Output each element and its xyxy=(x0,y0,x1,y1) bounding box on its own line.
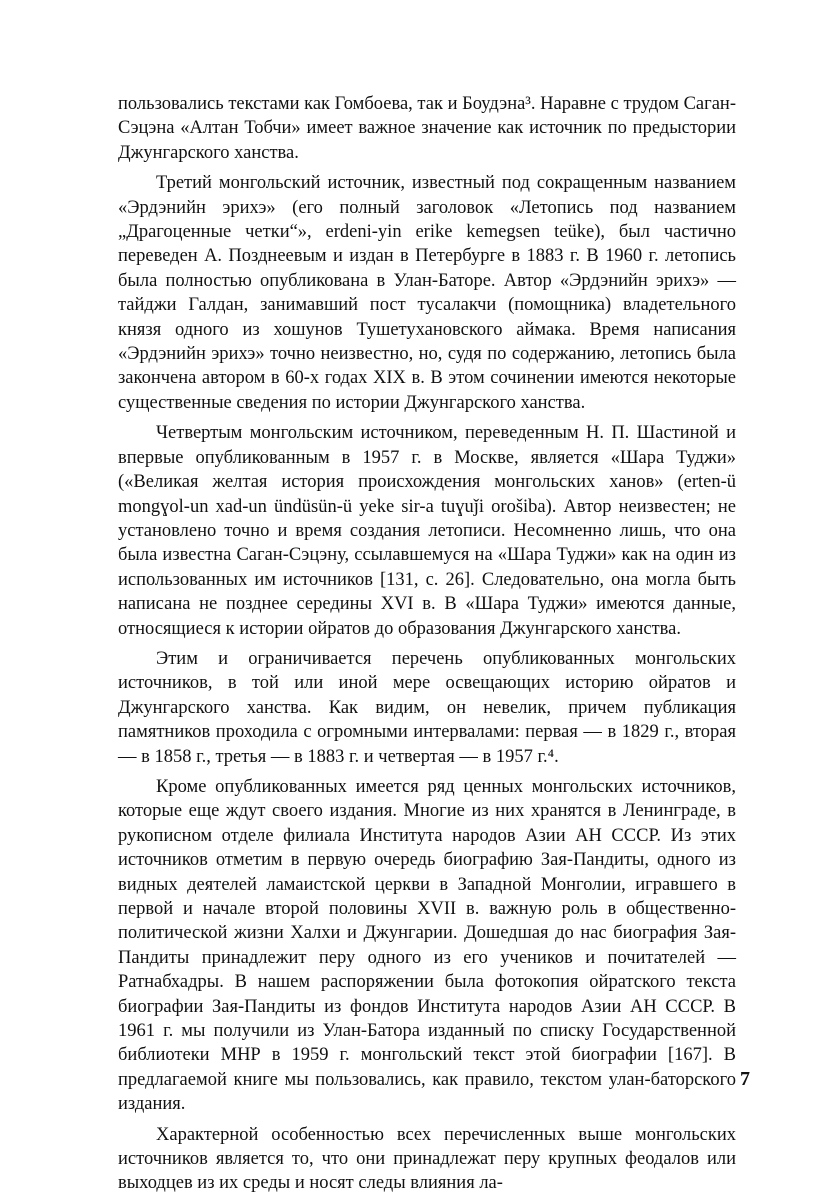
paragraph: Третий монгольский источник, известный под сокращенным названием «Эрдэнийн эрихэ» (его полный заголовок «Летопись под названием „Драгоценные четки“», erdeni-yin erike kemegsen teüke), был частично переведен А. Позднеевым и издан в Петербурге в 1883 г. В 1960 г. летопись была полностью опубликована в Улан-Баторе. Автор «Эрдэнийн эрихэ» — тайджи Галдан, занимавший пост тусалакчи (помощника) владетельного князя одного из хошунов Тушетухановского аймака. Время написания «Эрдэнийн эрихэ» точно неизвестно, но, судя по содержанию, летопись была закончена автором в 60-х годах XIX в. В этом сочинении имеются некоторые существенные сведения по истории Джунгарского ханства. xyxy=(118,173,736,413)
paragraph: пользовались текстами как Гомбоева, так и Боудэна³. Наравне с трудом Саган-Сэцэна «Алтан Тобчи» имеет важное значение как источник по предыстории Джунгарского ханства. xyxy=(118,94,736,163)
paragraph: Этим и ограничивается перечень опубликованных монгольских источников, в той или иной мере освещающих историю ойратов и Джунгарского ханства. Как видим, он невелик, причем публикация памятников проходила с огромными интервалами: первая — в 1829 г., вторая — в 1858 г., третья — в 1883 г. и четвертая — в 1957 г.⁴. xyxy=(118,648,736,767)
paragraph: Характерной особенностью всех перечисленных выше монгольских источников является то, что они принадлежат перу крупных феодалов или выходцев из их среды и носят следы влияния ла- xyxy=(118,1124,736,1194)
paragraph: Четвертым монгольским источником, переведенным Н. П. Шастиной и впервые опубликованным в 1957 г. в Москве, является «Шара Туджи» («Великая желтая история происхождения монгольских ханов» (erten-ü mongɣol-un xad-un ündüsün-ü yeke sir-a tuɣuǰi orošiba). Автор неизвестен; не установлено точно и время создания летописи. Несомненно лишь, что она была известна Саган-Сэцэну, ссылавшемуся на «Шара Туджи» как на один из использованных им источников [131, с. 26]. Следовательно, она могла быть написана не позднее середины XVI в. В «Шара Туджи» имеются данные, относящиеся к истории ойратов до образования Джунгарского ханства. xyxy=(118,423,736,639)
page-number: 7 xyxy=(740,1068,750,1090)
body-text xyxy=(118,92,736,1196)
paragraph: Кроме опубликованных имеется ряд ценных монгольских источников, которые еще ждут своего издания. Многие из них хранятся в Ленинграде, в рукописном отделе филиала Института народов Азии АН СССР. Из этих источников отметим в первую очередь биографию Зая-Пандиты, одного из видных деятелей ламаистской церкви в Западной Монголии, игравшего в первой и начале второй половины XVII в. важную роль в общественно-политической жизни Халхи и Джунгарии. Дошедшая до нас биография Зая-Пандиты принадлежит перу одного из его учеников и почитателей — Ратнабхадры. В нашем распоряжении была фотокопия ойратского текста биографии Зая-Пандиты из фондов Института народов Азии АН СССР. В 1961 г. мы получили из Улан-Батора изданный по списку Государственной библиотеки МНР в 1959 г. монгольский текст этой биографии [167]. В предлагаемой книге мы пользовались, как правило, текстом улан-баторского издания. xyxy=(118,776,736,1115)
